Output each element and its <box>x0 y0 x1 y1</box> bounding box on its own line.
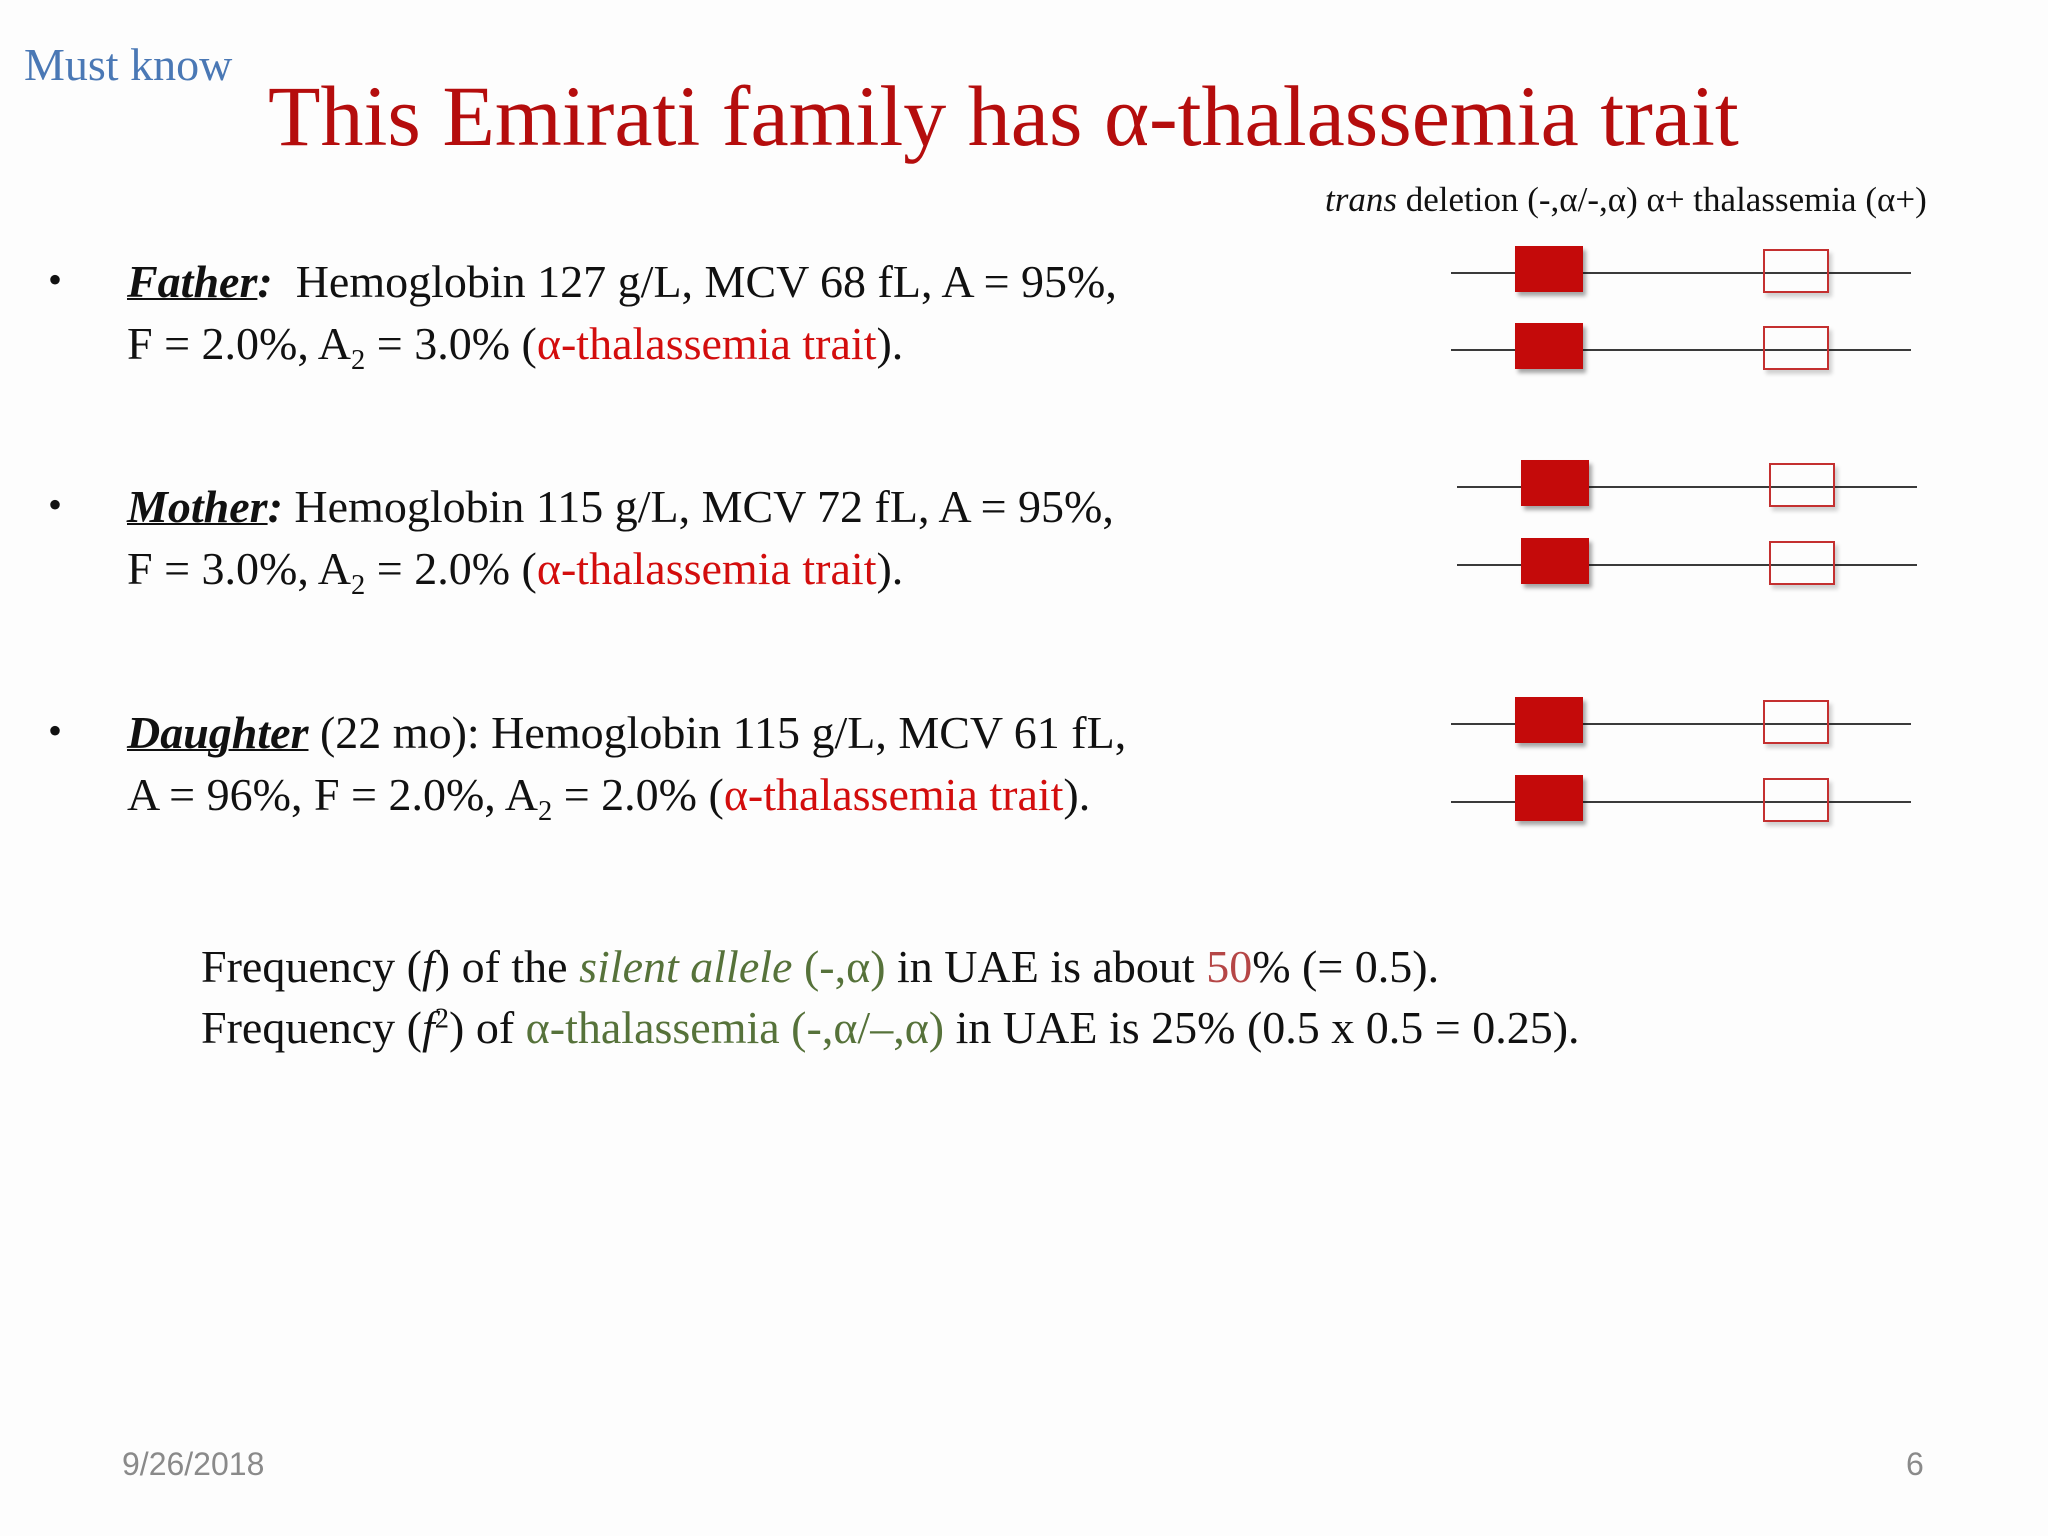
trait-label: α-thalassemia trait <box>536 543 877 594</box>
frequency-line-2 <box>201 1001 1580 1054</box>
text-segment: = 3.0% ( <box>365 318 537 369</box>
alpha-gene-deleted <box>1763 326 1829 370</box>
text-segment: ). <box>876 318 904 369</box>
bullet-marker: • <box>48 257 63 302</box>
gene-row <box>1451 246 1911 300</box>
superscript: 2 <box>434 1003 450 1035</box>
bullet-text: Hemoglobin 127 g/L, MCV 68 fL, A = 95%, <box>272 256 1117 307</box>
bullet-text: (22 mo): Hemoglobin 115 g/L, MCV 61 fL, <box>308 707 1127 758</box>
alpha-gene-deleted <box>1763 249 1829 293</box>
trait-label: α-thalassemia trait <box>536 318 877 369</box>
alpha-gene-present <box>1521 460 1589 506</box>
gene-row <box>1451 323 1911 377</box>
variable-f: f <box>421 941 435 992</box>
subscript: 2 <box>351 344 366 376</box>
text-segment: A = 96%, F = 2.0%, A <box>127 769 538 820</box>
gene-row <box>1457 460 1917 514</box>
bullet-marker: • <box>48 482 63 527</box>
bullet-line-2 <box>127 538 903 600</box>
text-segment: Frequency ( <box>201 941 422 992</box>
bullet-line-1 <box>127 476 1114 538</box>
bullet-marker: • <box>48 708 63 753</box>
alpha-gene-present <box>1521 538 1589 584</box>
name-colon: : <box>267 481 283 532</box>
text-segment: F = 3.0%, A <box>127 543 352 594</box>
section-tag: Must know <box>24 39 233 90</box>
alpha-gene-present <box>1515 697 1583 743</box>
text-segment: % (= 0.5). <box>1252 941 1440 992</box>
footer-date: 9/26/2018 <box>122 1446 265 1482</box>
subscript: 2 <box>351 569 366 601</box>
frequency-line-1 <box>201 940 1439 993</box>
gene-row <box>1451 775 1911 829</box>
alpha-gene-present <box>1515 323 1583 369</box>
text-segment: = 2.0% ( <box>365 543 537 594</box>
bullet-line-1 <box>127 251 1117 313</box>
slide-title: This Emirati family has α-thalassemia trait <box>268 68 1739 164</box>
trait-label: α-thalassemia trait <box>723 769 1064 820</box>
bullet-line-2 <box>127 764 1090 826</box>
text-segment: Frequency ( <box>201 1002 422 1053</box>
frequency-value: 50 <box>1206 941 1253 992</box>
alpha-gene-deleted <box>1769 463 1835 507</box>
bullet-text: Hemoglobin 115 g/L, MCV 72 fL, A = 95%, <box>282 481 1114 532</box>
alpha-gene-deleted <box>1769 541 1835 585</box>
silent-allele-term: silent allele <box>579 941 793 992</box>
variable-f: f <box>421 1002 435 1053</box>
gene-row <box>1457 538 1917 592</box>
text-segment: ). <box>876 543 904 594</box>
text-segment: ) of the <box>434 941 580 992</box>
text-segment: ) of <box>449 1002 526 1053</box>
alpha-gene-present <box>1515 775 1583 821</box>
person-name: Mother <box>127 481 268 532</box>
name-colon: : <box>257 256 273 307</box>
alpha-gene-present <box>1515 246 1583 292</box>
caption-rest: deletion (-,α/-,α) α+ thalassemia (α+) <box>1396 180 1927 219</box>
text-segment: in UAE is 25% (0.5 x 0.5 = 0.25). <box>944 1002 1580 1053</box>
text-segment: ). <box>1063 769 1091 820</box>
caption-italic: trans <box>1325 180 1397 219</box>
gene-row <box>1451 697 1911 751</box>
bullet-line-2 <box>127 313 903 375</box>
allele-notation: (-,α) <box>792 941 886 992</box>
person-name: Father <box>127 256 258 307</box>
text-segment: F = 2.0%, A <box>127 318 352 369</box>
alpha-gene-deleted <box>1763 700 1829 744</box>
text-segment: in UAE is about <box>885 941 1207 992</box>
bullet-line-1 <box>127 702 1126 764</box>
genotype-notation: α-thalassemia (-,α/–,α) <box>525 1002 945 1053</box>
diagram-caption <box>1325 180 1927 220</box>
text-segment: = 2.0% ( <box>552 769 724 820</box>
alpha-gene-deleted <box>1763 778 1829 822</box>
slide-number: 6 <box>1906 1446 1924 1482</box>
subscript: 2 <box>537 795 553 827</box>
person-name: Daughter <box>127 707 309 758</box>
